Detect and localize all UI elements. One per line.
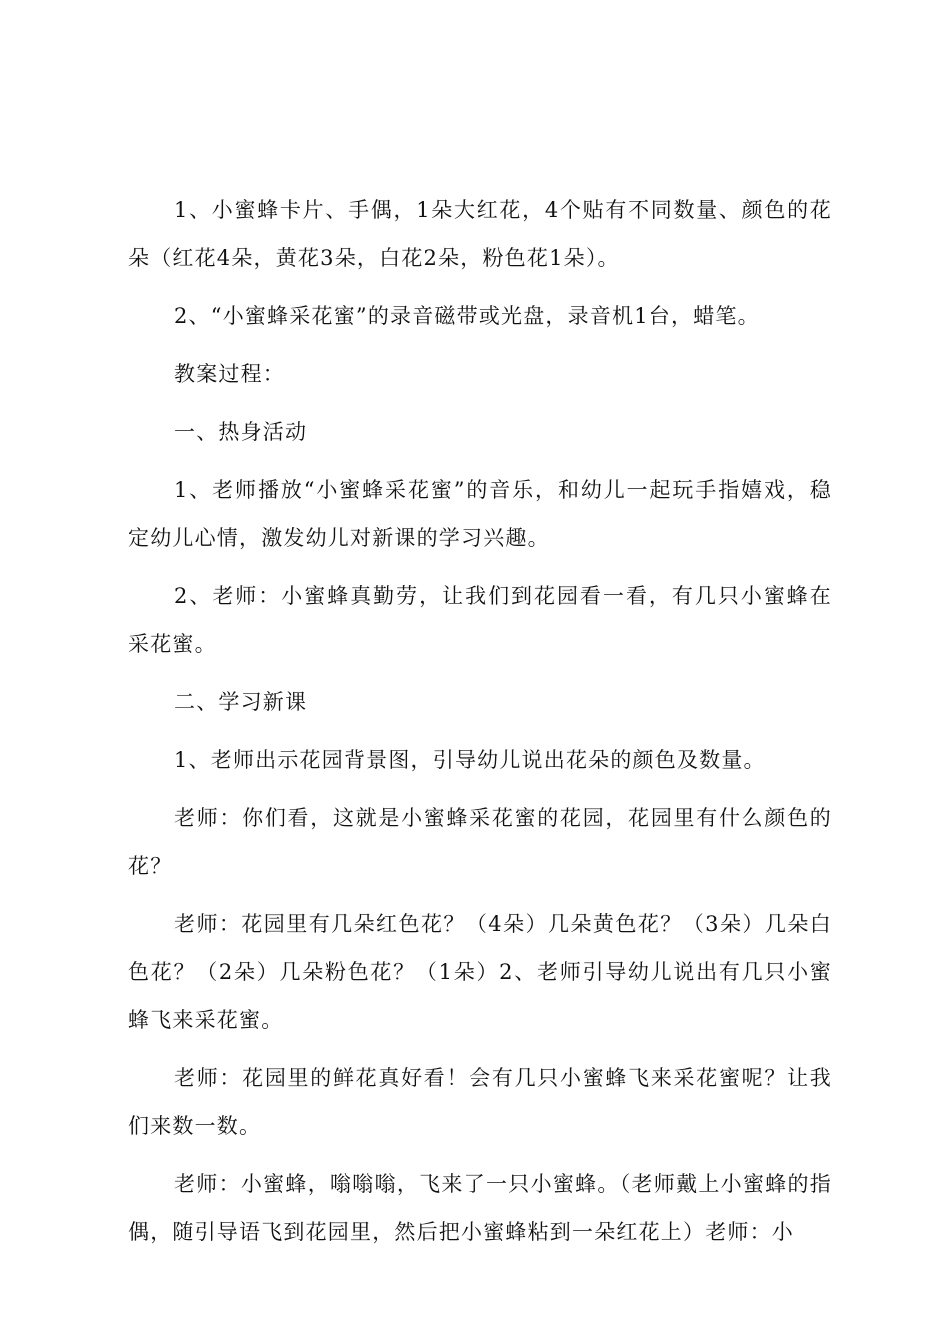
paragraph-materials-1: 1、小蜜蜂卡片、手偶，1朵大红花，4个贴有不同数量、颜色的花朵（红花4朵，黄花3朵，白花2朵，粉色花1朵）。 [128,198,832,270]
paragraph-teacher-2: 老师：花园里有几朵红色花？（4朵）几朵黄色花？（3朵）几朵白色花？（2朵）几朵粉色花？（1朵）2、老师引导幼儿说出有几只小蜜蜂飞来采花蜜。 [128,912,832,1032]
paragraph-materials-2: 2、“小蜜蜂采花蜜”的录音磁带或光盘，录音机1台，蜡笔。 [174,304,760,328]
section-heading-warmup: 一、热身活动 [174,420,308,444]
paragraph-warmup-1: 1、老师播放“小蜜蜂采花蜜”的音乐，和幼儿一起玩手指嬉戏，稳定幼儿心情，激发幼儿对新课的学习兴趣。 [128,478,832,550]
paragraph-lesson-1: 1、老师出示花园背景图，引导幼儿说出花朵的颜色及数量。 [174,748,766,772]
paragraph-teacher-3: 老师：花园里的鲜花真好看！会有几只小蜜蜂飞来采花蜜呢？让我们来数一数。 [128,1066,832,1138]
section-heading-new-lesson: 二、学习新课 [174,690,308,714]
paragraph-teacher-1: 老师：你们看，这就是小蜜蜂采花蜜的花园，花园里有什么颜色的花？ [128,806,832,878]
paragraph-teacher-4: 老师：小蜜蜂，嗡嗡嗡，飞来了一只小蜜蜂。（老师戴上小蜜蜂的指偶，随引导语飞到花园里，然后把小蜜蜂粘到一朵红花上）老师：小 [128,1172,832,1244]
document-body [128,186,832,1266]
paragraph-process-heading: 教案过程： [174,362,285,386]
paragraph-warmup-2: 2、老师：小蜜蜂真勤劳，让我们到花园看一看，有几只小蜜蜂在采花蜜。 [128,584,832,656]
